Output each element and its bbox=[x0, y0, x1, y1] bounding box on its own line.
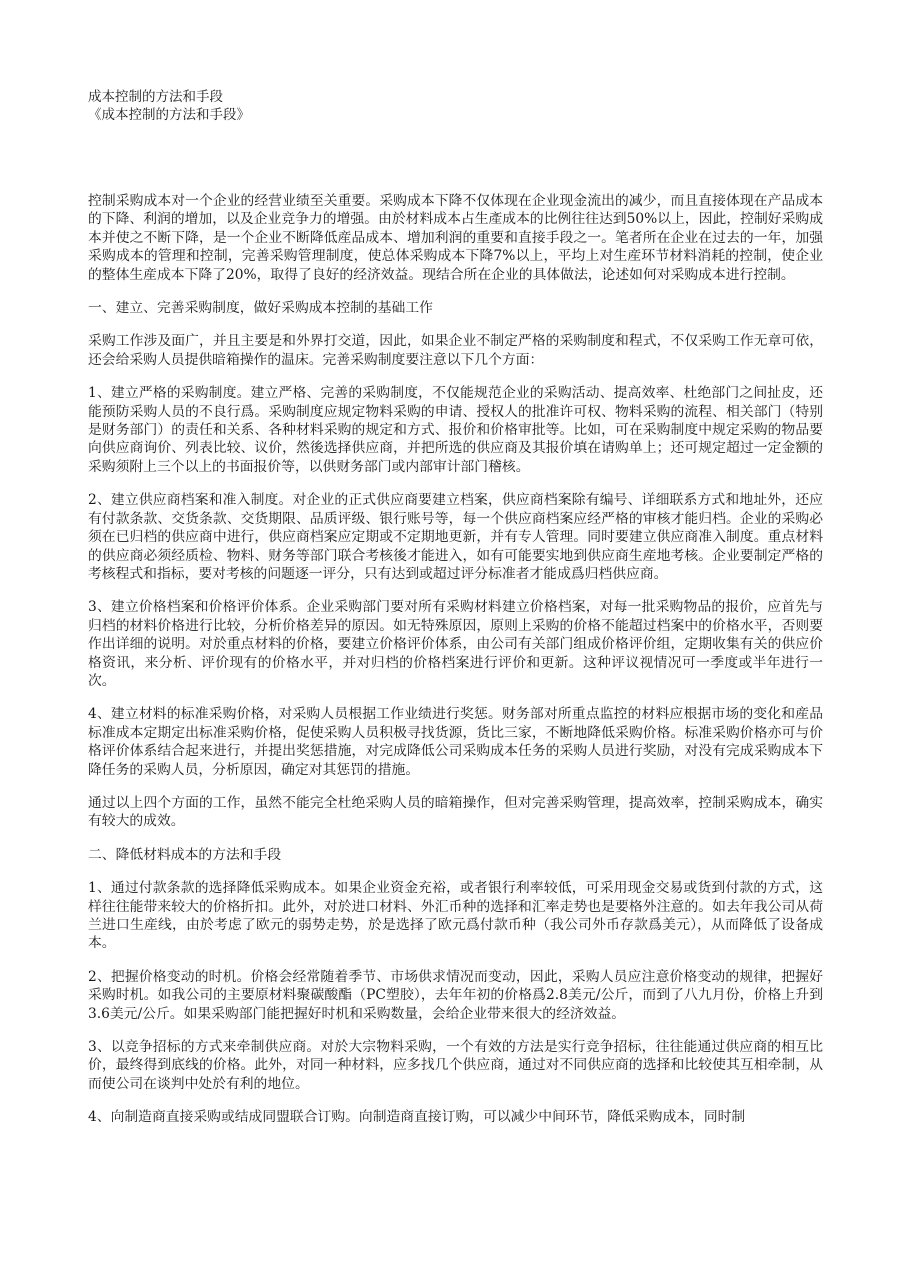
paragraph: 采购工作涉及面广，并且主要是和外界打交道，因此，如果企业不制定严格的采购制度和程式，不仅采购工作无章可依，还会给采购人员提供暗箱操作的温床。完善采购制度要注意以下几个方面： bbox=[88, 333, 823, 368]
section-heading: 一、建立、完善采购制度，做好采购成本控制的基础工作 bbox=[88, 300, 433, 317]
paragraph: 4、建立材料的标准采购价格，对采购人员根据工作业绩进行奖惩。财务部对所重点监控的材料应根据市场的变化和産品标准成本定期定出标准采购价格，促使采购人员积极寻找货源，货比三家，不断地降低采购价格。标准采购价格亦可与价格评价体系结合起来进行，并提出奖惩措施，对完成降低公司采购成本任务的采购人员进行奖励，对没有完成采购成本下降任务的采购人员，分析原因，确定对其惩罚的措施。 bbox=[88, 706, 823, 778]
paragraph: 4、向制造商直接采购或结成同盟联合订购。向制造商直接订购，可以减少中间环节，降低采购成本，同时制 bbox=[88, 1109, 746, 1126]
document-page bbox=[88, 88, 823, 1142]
document-subtitle: 《成本控制的方法和手段》 bbox=[88, 107, 250, 123]
paragraph: 2、建立供应商档案和准入制度。对企业的正式供应商要建立档案，供应商档案除有编号、详细联系方式和地址外，还应有付款条款、交货条款、交货期限、品质评级、银行账号等，每一个供应商档案应经严格的审核才能归档。企业的采购必须在已归档的供应商中进行，供应商档案应定期或不定期地更新，并有专人管理。同时要建立供应商准入制度。重点材料的供应商必须经质检、物料、财务等部门联合考核後才能进入，如有可能要实地到供应商生産地考核。企业要制定严格的考核程式和指标，要对考核的问题逐一评分，只有达到或超过评分标准者才能成爲归档供应商。 bbox=[88, 492, 823, 582]
document-title: 成本控制的方法和手段 bbox=[88, 89, 223, 105]
title-block bbox=[88, 88, 823, 124]
paragraph: 3、建立价格档案和价格评价体系。企业采购部门要对所有采购材料建立价格档案，对每一批采购物品的报价，应首先与归档的材料价格进行比较，分析价格差异的原因。如无特殊原因，原则上采购的价格不能超过档案中的价格水平，否则要作出详细的说明。对於重点材料的价格，要建立价格评价体系，由公司有关部门组成价格评价组，定期收集有关的供应价格资讯，来分析、评价现有的价格水平，并对归档的价格档案进行评价和更新。这种评议视情况可一季度或半年进行一次。 bbox=[88, 599, 823, 689]
paragraph: 通过以上四个方面的工作，虽然不能完全杜绝采购人员的暗箱操作，但对完善采购管理，提高效率，控制采购成本，确实有较大的成效。 bbox=[88, 794, 823, 830]
paragraph: 控制采购成本对一个企业的经营业绩至关重要。采购成本下降不仅体现在企业现金流出的减少，而且直接体现在产品成本的下降、利润的增加，以及企业竞争力的增强。由於材料成本占生產成本的比例往往达到50%以上，因此，控制好采购成本并使之不断下降，是一个企业不断降低産品成本、增加利润的重要和直接手段之一。笔者所在企业在过去的一年，加强采购成本的管理和控制，完善采购管理制度，使总体采购成本下降7%以上，平均上对生産环节材料消耗的控制，使企业的整体生産成本下降了20%，取得了良好的经济效益。现结合所在企业的具体做法，论述如何对采购成本进行控制。 bbox=[88, 193, 823, 283]
paragraph: 2、把握价格变动的时机。价格会经常随着季节、市场供求情况而变动，因此，采购人员应注意价格变动的规律，把握好采购时机。如我公司的主要原材料聚碳酸酯（PC塑胶），去年年初的价格爲2.8美元/公斤，而到了八九月份，价格上升到3.6美元/公斤。如果采购部门能把握好时机和采购数量，会给企业带来很大的经济效益。 bbox=[88, 968, 823, 1022]
paragraph: 1、通过付款条款的选择降低采购成本。如果企业资金充裕，或者银行利率较低，可采用现金交易或货到付款的方式，这样往往能带来较大的价格折扣。此外，对於进口材料、外汇币种的选择和汇率走势也是要格外注意的。如去年我公司从荷兰进口生産线，由於考虑了欧元的弱势走势，於是选择了欧元爲付款币种（我公司外币存款爲美元），从而降低了设备成本。 bbox=[88, 880, 823, 952]
paragraph: 3、以竞争招标的方式来牵制供应商。对於大宗物料采购，一个有效的方法是实行竞争招标，往往能通过供应商的相互比价，最终得到底线的价格。此外，对同一种材料，应多找几个供应商，通过对不同供应商的选择和比较使其互相牵制，从而使公司在谈判中处於有利的地位。 bbox=[88, 1039, 823, 1092]
document-body bbox=[88, 192, 823, 1127]
section-heading: 二、降低材料成本的方法和手段 bbox=[88, 846, 282, 863]
paragraph: 1、建立严格的采购制度。建立严格、完善的采购制度，不仅能规范企业的采购活动、提高效率、杜绝部门之间扯皮，还能预防采购人员的不良行爲。采购制度应规定物料采购的申请、授权人的批准许可权、物料采购的流程、相关部门（特别是财务部门）的责任和关系、各种材料采购的规定和方式、报价和价格审批等。比如，可在采购制度中规定采购的物品要向供应商询价、列表比较、议价，然後选择供应商，并把所选的供应商及其报价填在请购单上；还可规定超过一定金额的采购须附上三个以上的书面报价等，以供财务部门或内部审计部门稽核。 bbox=[88, 385, 823, 475]
